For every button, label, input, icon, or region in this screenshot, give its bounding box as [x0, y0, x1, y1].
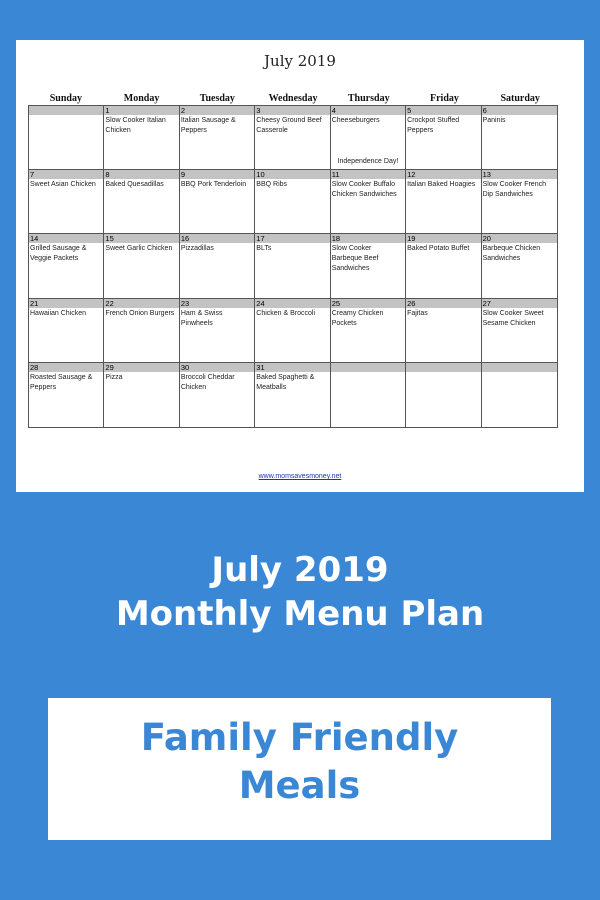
meal-name: Slow Cooker Sweet Sesame Chicken: [482, 309, 544, 327]
calendar-day-cell: [29, 106, 104, 170]
meal-name: Cheeseburgers: [331, 117, 380, 124]
day-number: 5: [406, 106, 480, 115]
meal-name: Slow Cooker Barbeque Beef Sandwiches: [331, 245, 379, 273]
weekday-wednesday: Wednesday: [268, 93, 318, 104]
day-number: 27: [482, 299, 557, 308]
day-number: 14: [29, 234, 103, 243]
calendar-day-cell: [331, 234, 406, 298]
meal-name: Hawaiian Chicken: [30, 309, 87, 317]
day-number: 15: [104, 234, 178, 243]
day-number: 24: [255, 299, 329, 308]
calendar-day-cell: [331, 170, 406, 234]
meal-name: Sweet Asian Chicken: [30, 181, 96, 189]
headline-title: Monthly Menu Plan: [115, 594, 485, 634]
weekday-friday: Friday: [430, 93, 459, 104]
day-number: 3: [255, 106, 329, 115]
day-number: 16: [180, 234, 254, 243]
meal-name: [331, 372, 405, 373]
meal-name: Italian Baked Hoagies: [407, 181, 476, 189]
meal-name: Creamy Chicken Pockets: [331, 309, 384, 327]
calendar-title: July 2019: [264, 52, 336, 70]
day-number: 22: [104, 299, 178, 308]
day-number: 9: [180, 170, 254, 179]
meal-name: [406, 372, 480, 373]
meal-name: Slow Cooker Italian Chicken: [105, 117, 166, 134]
meal-name: [482, 372, 557, 373]
weekday-monday: Monday: [123, 93, 160, 104]
meal-name: Baked Potato Buffet: [407, 245, 470, 253]
day-number: 17: [255, 234, 329, 243]
calendar-grid: [28, 105, 558, 428]
meal-name: BBQ Ribs: [256, 181, 288, 189]
calendar-day-cell: [406, 234, 481, 298]
calendar-day-cell: [482, 234, 557, 298]
calendar-day-cell: [255, 106, 330, 170]
day-number: [482, 363, 557, 372]
calendar-day-cell: [482, 106, 557, 170]
calendar-day-cell: [482, 363, 557, 427]
weekday-header-row: [28, 93, 558, 105]
meal-name: Chicken & Broccoli: [256, 309, 316, 317]
calendar-day-cell: [29, 299, 104, 363]
day-number: 23: [180, 299, 254, 308]
meal-name: Fajitas: [407, 309, 428, 317]
weekday-sunday: Sunday: [49, 93, 82, 104]
meal-name: Sweet Garlic Chicken: [105, 245, 173, 253]
day-number: 26: [406, 299, 480, 308]
meal-name: Crockpot Stuffed Peppers: [407, 117, 460, 134]
calendar-sheet: [16, 40, 584, 492]
meal-name: Italian Sausage & Peppers: [180, 117, 236, 134]
calendar-day-cell: [255, 234, 330, 298]
day-number: [331, 363, 405, 372]
meal-name: Broccoli Cheddar Chicken: [180, 373, 235, 391]
meal-name: Baked Spaghetti & Meatballs: [256, 373, 315, 391]
calendar-day-cell: [180, 170, 255, 234]
meal-name: Grilled Sausage & Veggie Packets: [30, 245, 87, 263]
weekday-thursday: Thursday: [347, 93, 390, 104]
weekday-saturday: Saturday: [500, 93, 540, 104]
calendar-day-cell: [406, 299, 481, 363]
meal-name: Barbeque Chicken Sandwiches: [482, 245, 541, 263]
day-number: [406, 363, 480, 372]
meal-name: Paninis: [482, 117, 506, 124]
meal-name: Cheesy Ground Beef Casserole: [256, 117, 322, 134]
subtitle-box: [48, 698, 551, 840]
meal-name: Slow Cooker French Dip Sandwiches: [482, 181, 546, 199]
day-number: 6: [482, 106, 557, 115]
calendar-day-cell: [406, 106, 481, 170]
meal-name: BLTs: [256, 245, 272, 253]
calendar-day-cell: [104, 170, 179, 234]
calendar-day-cell: [406, 170, 481, 234]
day-number: 20: [482, 234, 557, 243]
calendar-day-cell: [180, 363, 255, 427]
day-number: 11: [331, 170, 405, 179]
calendar-day-cell: [255, 363, 330, 427]
day-number: 29: [104, 363, 178, 372]
calendar-day-cell: [104, 363, 179, 427]
calendar-day-cell: [104, 106, 179, 170]
day-number: 4: [331, 106, 405, 115]
calendar-day-cell: [482, 299, 557, 363]
meal-name: BBQ Pork Tenderloin: [180, 181, 247, 189]
day-number: 2: [180, 106, 254, 115]
day-number: 8: [104, 170, 178, 179]
calendar-day-cell: [331, 299, 406, 363]
meal-name: Slow Cooker Buffalo Chicken Sandwiches: [331, 181, 397, 199]
day-number: 12: [406, 170, 480, 179]
calendar-day-cell: [331, 106, 406, 170]
calendar-day-cell: [29, 234, 104, 298]
day-number: 30: [180, 363, 254, 372]
calendar-day-cell: [104, 234, 179, 298]
day-number: 18: [331, 234, 405, 243]
calendar-day-cell: [29, 170, 104, 234]
website-link[interactable]: www.momsavesmoney.net: [258, 473, 342, 480]
day-number: 21: [29, 299, 103, 308]
day-number: [29, 106, 103, 115]
calendar-day-cell: [180, 234, 255, 298]
weekday-tuesday: Tuesday: [199, 93, 235, 104]
meal-name: Baked Quesadillas: [105, 181, 164, 189]
day-number: 31: [255, 363, 329, 372]
day-number: 7: [29, 170, 103, 179]
meal-name: Pizza: [105, 373, 123, 381]
meal-name: Pizzadillas: [180, 245, 214, 253]
meal-name: [29, 115, 103, 116]
subtitle-line-1: Family Friendly: [140, 716, 459, 759]
day-number: 19: [406, 234, 480, 243]
meal-name: Ham & Swiss Pinwheels: [180, 309, 223, 327]
day-number: 1: [104, 106, 178, 115]
headline-month: July 2019: [211, 550, 389, 590]
day-number: 28: [29, 363, 103, 372]
headline: [0, 548, 600, 636]
day-number: 10: [255, 170, 329, 179]
calendar-day-cell: [482, 170, 557, 234]
day-number: 25: [331, 299, 405, 308]
meal-name: French Onion Burgers: [105, 309, 175, 317]
day-number: 13: [482, 170, 557, 179]
calendar-day-cell: [406, 363, 481, 427]
subtitle-line-2: Meals: [238, 764, 361, 807]
calendar-day-cell: [255, 170, 330, 234]
meal-name: Roasted Sausage & Peppers: [30, 373, 93, 391]
calendar-day-cell: [180, 299, 255, 363]
calendar-day-cell: [104, 299, 179, 363]
holiday-note: Independence Day!: [337, 158, 399, 166]
calendar-day-cell: [331, 363, 406, 427]
calendar-day-cell: [255, 299, 330, 363]
calendar-day-cell: [180, 106, 255, 170]
calendar-day-cell: [29, 363, 104, 427]
